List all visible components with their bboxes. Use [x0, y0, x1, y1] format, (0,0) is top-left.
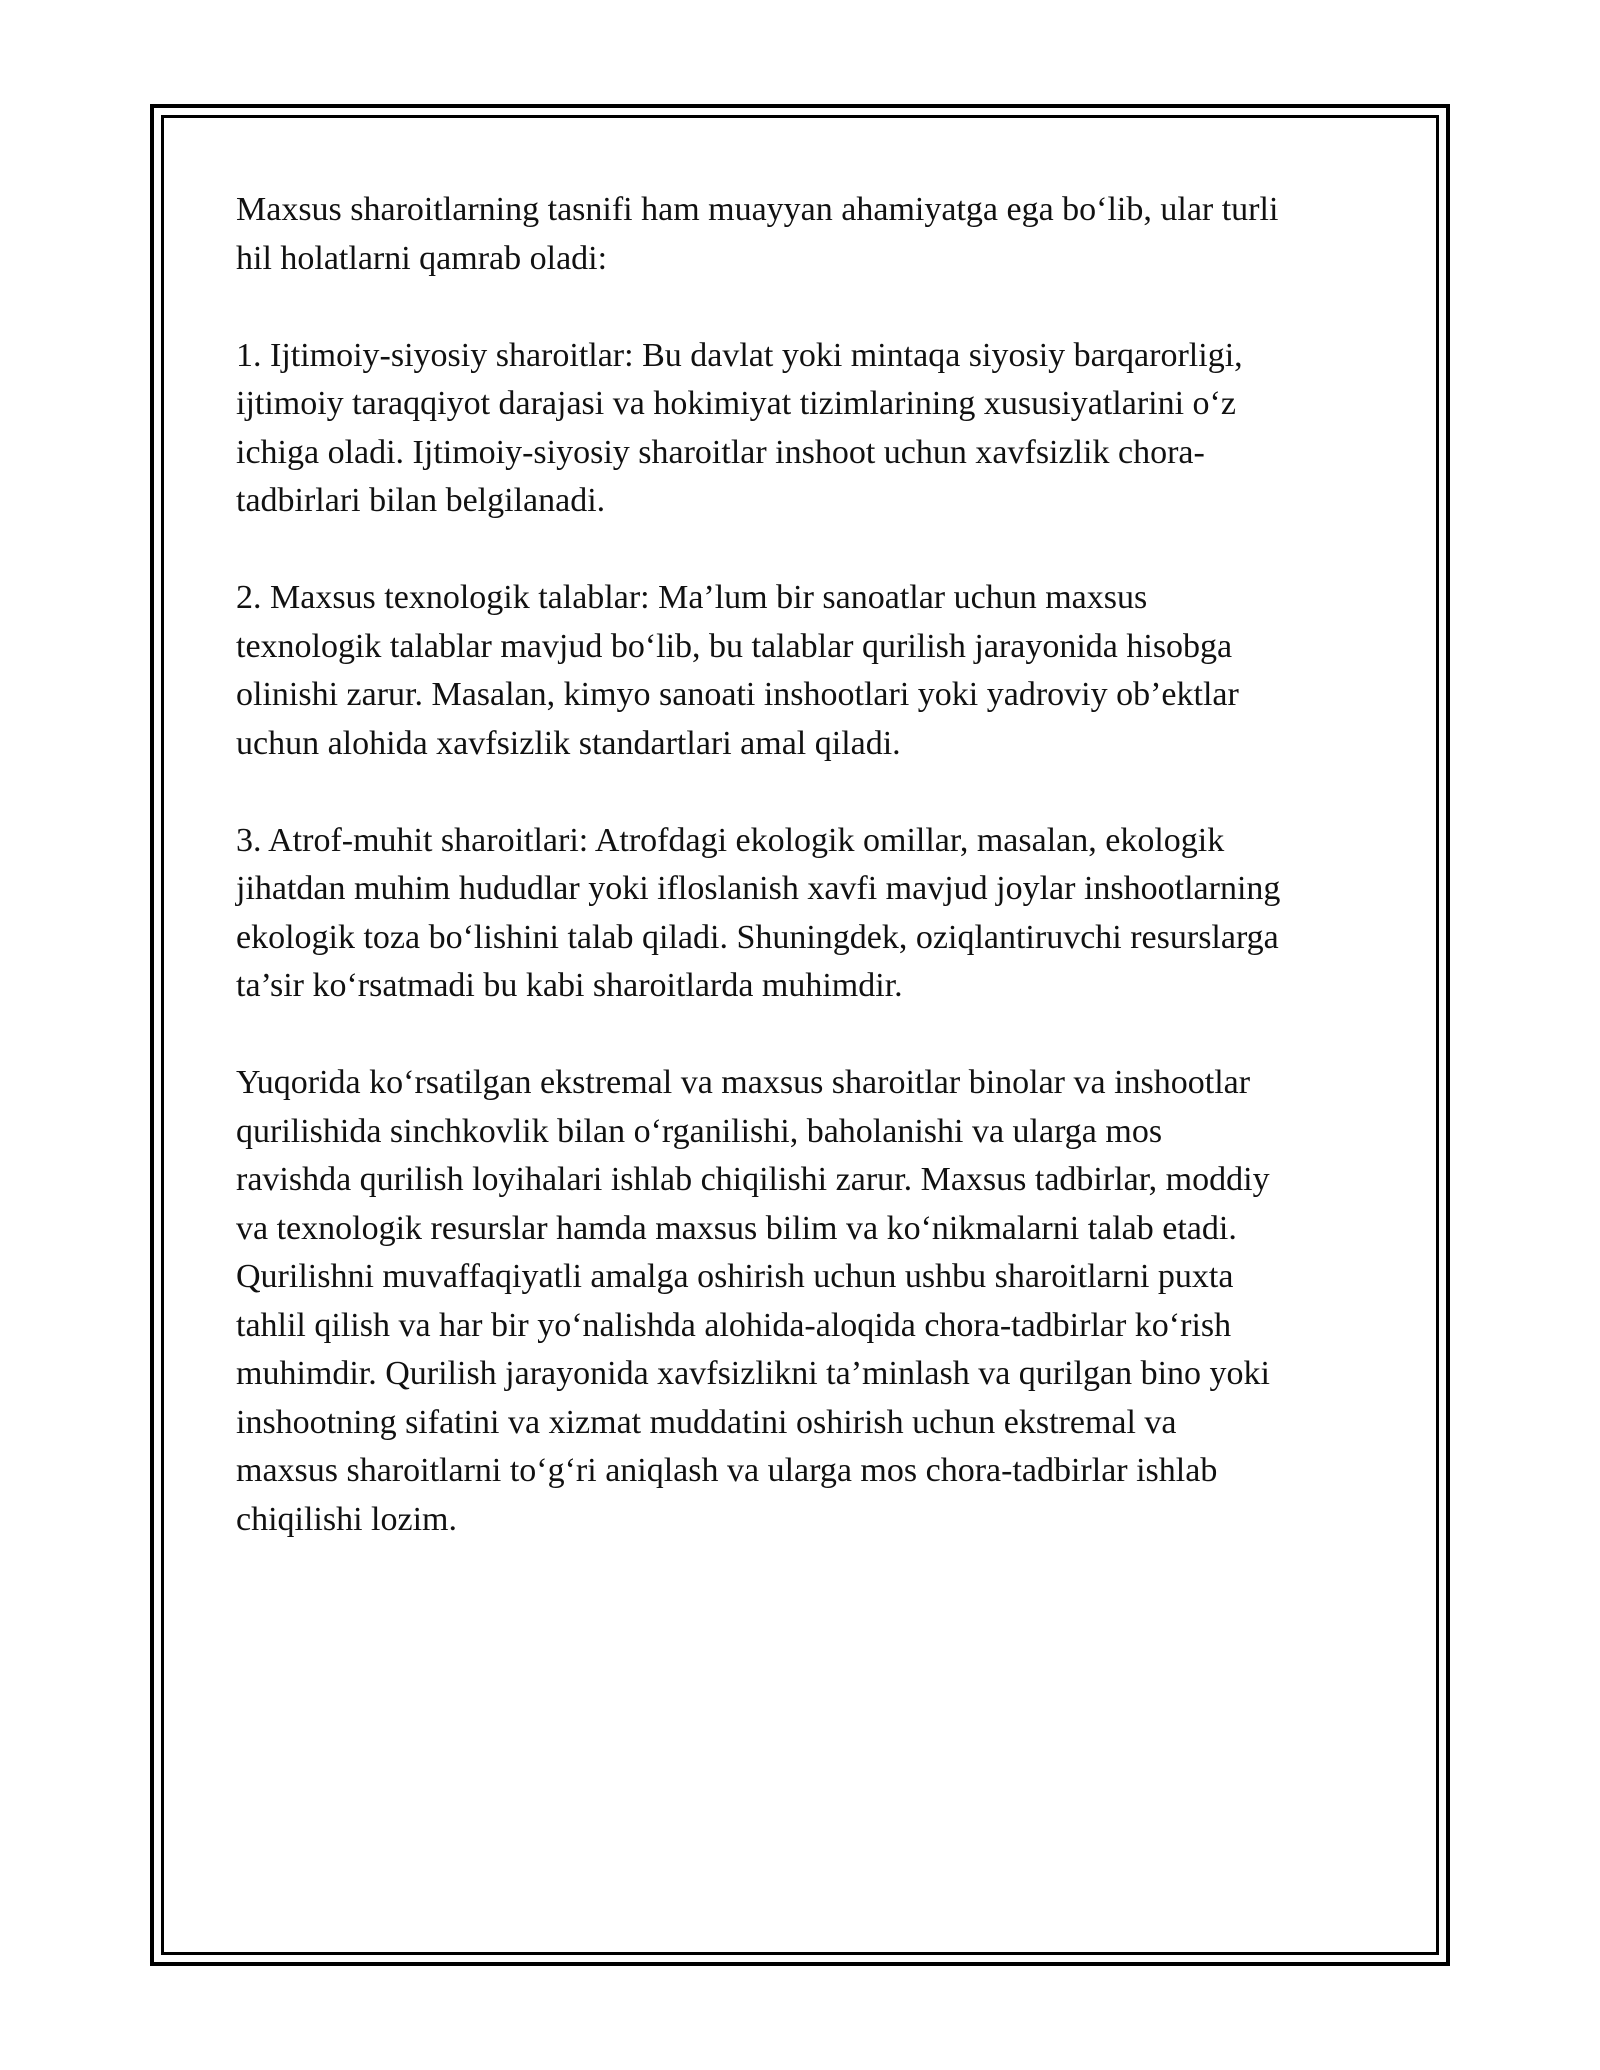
- paragraph-item-3: [236, 817, 1396, 1011]
- text-line: Yuqorida ko‘rsatilgan ekstremal va maxsus sharoitlar binolar va inshootlar: [236, 1064, 1251, 1101]
- text-line: ta’sir ko‘rsatmadi bu kabi sharoitlarda muhimdir.: [236, 967, 903, 1004]
- text-line: jihatdan muhim hududlar yoki ifloslanish xavfi mavjud joylar inshootlarning: [236, 870, 1281, 907]
- text-line: inshootning sifatini va xizmat muddatini oshirish uchun ekstremal va: [236, 1403, 1177, 1441]
- text-line: muhimdir. Qurilish jarayonida xavfsizlikni ta’minlash va qurilgan bino yoki: [236, 1355, 1270, 1392]
- paragraph-item-2: [236, 574, 1396, 768]
- text-line: 2. Maxsus texnologik talablar: Ma’lum bir sanoatlar uchun maxsus: [236, 579, 1148, 616]
- document-body: [236, 186, 1396, 1544]
- text-line: hil holatlarni qamrab oladi:: [236, 239, 608, 277]
- text-line: tahlil qilish va har bir yo‘nalishda alohida-aloqida chora-tadbirlar ko‘rish: [236, 1306, 1232, 1344]
- text-line: Qurilishni muvaffaqiyatli amalga oshirish uchun ushbu sharoitlarni puxta: [236, 1258, 1234, 1295]
- text-line: uchun alohida xavfsizlik standartlari amal qiladi.: [236, 724, 901, 762]
- text-line: ekologik toza bo‘lishini talab qiladi. Shuningdek, oziqlantiruvchi resurslarga: [236, 918, 1279, 956]
- text-line: chiqilishi lozim.: [236, 1500, 457, 1538]
- paragraph-conclusion: [236, 1059, 1396, 1544]
- paragraph-intro: [236, 186, 1396, 283]
- text-line: tadbirlari bilan belgilanadi.: [236, 482, 606, 519]
- text-line: olinishi zarur. Masalan, kimyo sanoati inshootlari yoki yadroviy ob’ektlar: [236, 676, 1239, 713]
- text-line: ijtimoiy taraqqiyot darajasi va hokimiyat tizimlarining xususiyatlarini o‘z: [236, 385, 1236, 422]
- text-line: va texnologik resurslar hamda maxsus bilim va ko‘nikmalarni talab etadi.: [236, 1209, 1237, 1247]
- paragraph-item-1: [236, 332, 1396, 526]
- text-line: Maxsus sharoitlarning tasnifi ham muayyan ahamiyatga ega bo‘lib, ular turli: [236, 191, 1279, 228]
- text-line: ichiga oladi. Ijtimoiy-siyosiy sharoitlar inshoot uchun xavfsizlik chora-: [236, 433, 1205, 471]
- text-line: ravishda qurilish loyihalari ishlab chiqilishi zarur. Maxsus tadbirlar, moddiy: [236, 1161, 1270, 1198]
- text-line: 1. Ijtimoiy-siyosiy sharoitlar: Bu davlat yoki mintaqa siyosiy barqarorligi,: [236, 336, 1243, 374]
- text-line: 3. Atrof-muhit sharoitlari: Atrofdagi ekologik omillar, masalan, ekologik: [236, 821, 1225, 859]
- text-line: maxsus sharoitlarni to‘g‘ri aniqlash va ularga mos chora-tadbirlar ishlab: [236, 1452, 1218, 1489]
- text-line: texnologik talablar mavjud bo‘lib, bu talablar qurilish jarayonida hisobga: [236, 627, 1233, 665]
- text-line: qurilishida sinchkovlik bilan o‘rganilishi, baholanishi va ularga mos: [236, 1112, 1163, 1150]
